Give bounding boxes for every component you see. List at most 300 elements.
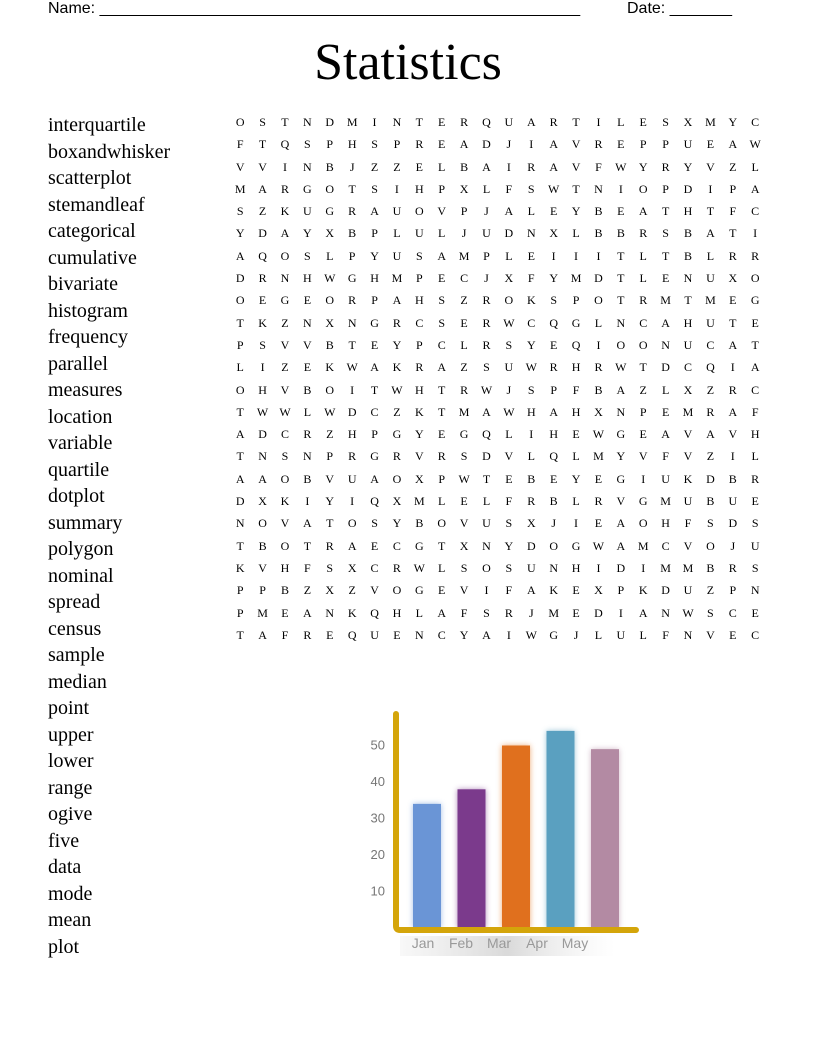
grid-letter: C (370, 560, 379, 575)
grid-letter: B (258, 538, 267, 553)
grid-letter: B (616, 226, 625, 241)
grid-letter: X (728, 271, 738, 286)
grid-letter: V (616, 494, 626, 509)
grid-letter: V (683, 427, 693, 442)
grid-letter: Z (706, 583, 715, 598)
grid-letter: F (572, 382, 580, 397)
grid-letter: X (392, 494, 402, 509)
grid-letter: R (549, 360, 558, 375)
grid-letter: N (258, 449, 267, 464)
word-list-item: frequency (48, 326, 128, 348)
grid-letter: H (750, 427, 760, 442)
grid-letter: V (258, 159, 267, 174)
grid-letter: H (683, 315, 693, 330)
grid-letter: T (729, 315, 737, 330)
grid-letter: M (682, 404, 694, 419)
grid-letter: T (348, 337, 356, 352)
grid-letter: N (750, 583, 760, 598)
grid-letter: T (617, 293, 625, 308)
grid-letter: Y (392, 337, 402, 352)
grid-letter: O (549, 538, 558, 553)
grid-letter: H (661, 516, 670, 531)
grid-letter: P (550, 382, 557, 397)
grid-letter: F (662, 627, 669, 642)
grid-letter: P (662, 137, 669, 152)
grid-letter: R (258, 271, 267, 286)
grid-letter: D (526, 538, 536, 553)
grid-letter: S (707, 605, 714, 620)
grid-letter: F (304, 560, 311, 575)
grid-letter: O (280, 471, 290, 486)
grid-letter: I (506, 627, 511, 642)
grid-letter: N (683, 271, 693, 286)
grid-letter: X (325, 583, 335, 598)
word-list-item: ogive (48, 803, 93, 825)
grid-letter: W (615, 159, 627, 174)
grid-letter: L (527, 449, 535, 464)
grid-letter: B (684, 248, 693, 263)
grid-letter: Z (729, 159, 737, 174)
grid-letter: I (641, 560, 646, 575)
grid-letter: H (414, 293, 424, 308)
grid-letter: X (504, 271, 514, 286)
grid-letter: Z (460, 293, 468, 308)
grid-letter: P (438, 181, 446, 196)
grid-letter: E (258, 293, 267, 308)
grid-letter: K (392, 360, 402, 375)
grid-letter: R (594, 360, 603, 375)
grid-letter: T (236, 627, 244, 642)
grid-letter: S (751, 560, 759, 575)
grid-letter: L (594, 315, 603, 330)
word-list-item: nominal (48, 564, 114, 587)
page-title: Statistics (314, 34, 502, 91)
grid-letter: W (324, 271, 336, 286)
grid-letter: C (728, 605, 737, 620)
grid-letter: U (482, 516, 491, 531)
grid-letter: O (235, 382, 245, 397)
grid-letter: D (258, 427, 267, 442)
grid-letter: B (280, 583, 289, 598)
grid-letter: J (484, 271, 489, 286)
grid-letter: O (325, 293, 335, 308)
grid-letter: B (325, 159, 334, 174)
grid-letter: L (639, 627, 647, 642)
grid-letter: Y (414, 427, 424, 442)
grid-letter: T (661, 248, 670, 263)
name-field[interactable]: Name: ______________________________________________________ (48, 0, 581, 17)
grid-letter: Q (280, 137, 290, 152)
grid-letter: L (505, 427, 513, 442)
grid-letter: E (751, 605, 759, 620)
grid-letter: T (438, 382, 446, 397)
y-tick-label: 20 (370, 847, 385, 862)
grid-letter: O (325, 181, 335, 196)
grid-letter: B (527, 471, 536, 486)
grid-letter: N (280, 271, 290, 286)
grid-letter: Q (549, 315, 558, 330)
grid-letter: F (460, 605, 468, 620)
grid-letter: C (751, 115, 760, 129)
word-list-item: categorical (48, 220, 136, 242)
grid-letter: Q (571, 337, 581, 352)
grid-letter: B (706, 494, 715, 509)
grid-letter: U (706, 315, 715, 330)
grid-letter: G (347, 271, 357, 286)
grid-letter: L (572, 494, 580, 509)
grid-letter: M (458, 248, 470, 263)
grid-letter: O (638, 181, 648, 196)
grid-letter: U (728, 494, 738, 509)
grid-letter: H (347, 427, 357, 442)
grid-letter: R (594, 137, 603, 152)
grid-letter: L (393, 226, 401, 241)
grid-letter: F (729, 204, 737, 219)
grid-letter: K (549, 583, 558, 598)
grid-letter: M (234, 181, 246, 196)
grid-letter: B (706, 560, 715, 575)
grid-letter: P (639, 137, 647, 152)
grid-letter: I (596, 248, 601, 263)
grid-letter: S (438, 315, 446, 330)
grid-letter: I (596, 337, 601, 352)
grid-letter: O (706, 538, 715, 553)
grid-letter: A (370, 471, 379, 486)
grid-letter: E (751, 494, 759, 509)
word-list-item: lower (48, 750, 94, 772)
grid-letter: M (593, 449, 604, 464)
grid-letter: A (347, 538, 357, 553)
grid-letter: F (236, 137, 244, 152)
grid-letter: G (414, 583, 424, 598)
grid-letter: E (505, 471, 513, 486)
grid-letter: H (526, 404, 536, 419)
grid-letter: B (594, 382, 603, 397)
grid-letter: T (281, 115, 289, 129)
grid-letter: A (235, 248, 245, 263)
grid-letter: E (415, 159, 423, 174)
grid-letter: L (438, 159, 446, 174)
grid-letter: I (596, 560, 601, 575)
grid-letter: L (751, 159, 759, 174)
grid-letter: T (236, 404, 244, 419)
grid-letter: M (660, 494, 671, 509)
grid-letter: N (303, 449, 312, 464)
word-list-item: quartile (48, 458, 110, 481)
grid-letter: S (415, 248, 423, 263)
grid-letter: T (326, 516, 334, 531)
grid-letter: C (751, 204, 760, 219)
grid-letter: Z (460, 360, 468, 375)
grid-letter: U (616, 627, 626, 642)
grid-letter: G (750, 293, 760, 308)
grid-letter: V (235, 159, 245, 174)
grid-letter: L (236, 360, 244, 375)
grid-letter: P (729, 583, 737, 598)
bar-mar (502, 746, 530, 929)
grid-letter: P (236, 605, 244, 620)
grid-letter: B (303, 471, 312, 486)
grid-letter: G (370, 315, 379, 330)
grid-letter: C (392, 538, 401, 553)
grid-letter: V (706, 627, 715, 642)
grid-letter: J (528, 605, 534, 620)
grid-letter: A (258, 627, 267, 642)
grid-letter: L (572, 449, 580, 464)
grid-letter: I (551, 248, 556, 263)
grid-letter: W (592, 427, 605, 442)
grid-letter: V (459, 516, 469, 531)
grid-letter: N (347, 315, 357, 330)
grid-letter: Z (370, 159, 379, 174)
grid-letter: X (594, 404, 603, 419)
x-tick-label: Mar (486, 935, 512, 951)
grid-letter: C (415, 315, 424, 330)
grid-letter: S (326, 560, 334, 575)
grid-letter: Z (639, 382, 647, 397)
grid-letter: R (325, 538, 334, 553)
grid-letter: A (258, 181, 267, 196)
grid-letter: Y (459, 627, 469, 642)
grid-letter: L (661, 382, 670, 397)
word-list-item: variable (48, 432, 113, 454)
grid-letter: K (526, 293, 536, 308)
grid-letter: T (661, 204, 670, 219)
grid-letter: F (684, 516, 692, 531)
grid-letter: G (459, 427, 469, 442)
grid-letter: P (460, 204, 468, 219)
grid-letter: A (303, 516, 312, 531)
grid-letter: Z (303, 583, 312, 598)
grid-letter: N (303, 315, 312, 330)
grid-letter: U (526, 560, 536, 575)
x-tick-label: Apr (526, 935, 548, 951)
grid-letter: K (280, 204, 290, 219)
grid-letter: D (482, 137, 491, 152)
grid-letter: A (370, 204, 379, 219)
grid-letter: U (303, 204, 312, 219)
grid-letter: A (616, 516, 626, 531)
grid-letter: R (594, 494, 603, 509)
y-tick-label: 10 (370, 883, 385, 899)
grid-letter: E (661, 271, 670, 286)
grid-letter: A (750, 181, 760, 196)
grid-letter: I (350, 382, 355, 397)
grid-letter: P (371, 427, 378, 442)
grid-letter: E (706, 137, 715, 152)
grid-letter: R (392, 315, 401, 330)
grid-letter: M (705, 293, 716, 308)
grid-letter: L (594, 627, 603, 642)
grid-letter: N (661, 337, 670, 352)
grid-letter: O (235, 115, 245, 129)
grid-letter: O (594, 293, 603, 308)
grid-letter: T (370, 382, 379, 397)
grid-letter: I (484, 583, 489, 598)
grid-letter: A (437, 605, 447, 620)
grid-letter: E (549, 337, 558, 352)
grid-letter: W (525, 627, 537, 642)
grid-letter: A (638, 605, 648, 620)
grid-letter: J (551, 516, 556, 531)
grid-letter: L (303, 404, 312, 419)
grid-letter: O (750, 271, 760, 286)
grid-letter: E (549, 471, 558, 486)
grid-letter: U (750, 538, 760, 553)
grid-letter: R (639, 226, 648, 241)
grid-letter: S (527, 181, 535, 196)
grid-letter: C (751, 382, 760, 397)
grid-letter: Y (504, 538, 514, 553)
grid-letter: P (326, 137, 334, 152)
grid-letter: L (438, 226, 446, 241)
grid-letter: L (415, 605, 423, 620)
grid-letter: T (639, 360, 647, 375)
grid-letter: V (280, 516, 290, 531)
grid-letter: X (414, 471, 424, 486)
grid-letter: E (729, 293, 737, 308)
grid-letter: S (505, 337, 513, 352)
grid-letter: Z (281, 360, 289, 375)
grid-letter: D (706, 471, 715, 486)
grid-letter: A (526, 115, 536, 129)
grid-letter: O (638, 337, 648, 352)
grid-letter: D (235, 271, 245, 286)
grid-letter: W (346, 360, 358, 375)
grid-letter: J (484, 204, 489, 219)
grid-letter: P (572, 293, 580, 308)
bar-jan (413, 804, 441, 928)
grid-letter: X (459, 538, 469, 553)
grid-letter: A (549, 137, 558, 152)
grid-letter: S (438, 293, 446, 308)
grid-letter: A (616, 538, 626, 553)
grid-letter: D (594, 605, 603, 620)
word-list-item: boxandwhisker (48, 140, 171, 163)
grid-letter: N (594, 181, 603, 196)
grid-letter: Z (393, 404, 401, 419)
grid-letter: A (616, 382, 626, 397)
grid-letter: Y (638, 159, 648, 174)
grid-letter: C (437, 627, 446, 642)
grid-letter: E (438, 583, 446, 598)
word-list-item: census (48, 617, 102, 640)
grid-letter: A (437, 248, 447, 263)
grid-letter: A (638, 204, 648, 219)
grid-letter: L (326, 248, 334, 263)
grid-letter: T (438, 404, 446, 419)
grid-letter: U (683, 137, 693, 152)
grid-letter: E (594, 516, 603, 531)
grid-letter: M (682, 560, 694, 575)
grid-letter: P (348, 248, 356, 263)
word-list-item: data (48, 856, 82, 878)
grid-letter: E (370, 337, 379, 352)
grid-letter: U (482, 226, 491, 241)
grid-letter: P (415, 271, 423, 286)
grid-letter: W (548, 181, 560, 196)
grid-letter: E (303, 293, 312, 308)
grid-letter: C (527, 315, 536, 330)
grid-letter: T (438, 538, 446, 553)
grid-letter: H (370, 271, 379, 286)
grid-letter: D (683, 181, 693, 196)
grid-letter: A (482, 404, 491, 419)
grid-letter: P (393, 137, 401, 152)
grid-letter: P (617, 583, 625, 598)
grid-letter: E (639, 427, 647, 442)
grid-letter: H (392, 605, 402, 620)
word-list-item: point (48, 697, 90, 719)
grid-letter: D (594, 271, 603, 286)
grid-letter: P (236, 583, 244, 598)
grid-letter: Q (549, 449, 558, 464)
grid-letter: L (617, 115, 625, 129)
grid-letter: A (392, 293, 402, 308)
grid-letter: M (391, 271, 403, 286)
grid-letter: J (730, 538, 736, 553)
grid-letter: W (615, 360, 627, 375)
grid-letter: U (683, 583, 693, 598)
grid-letter: A (661, 315, 670, 330)
grid-letter: Q (347, 627, 357, 642)
word-list-item: range (48, 776, 93, 799)
grid-letter: J (349, 159, 355, 174)
grid-letter: A (258, 471, 267, 486)
grid-letter: A (504, 204, 514, 219)
grid-letter: I (641, 471, 646, 486)
grid-letter: C (661, 538, 670, 553)
grid-letter: W (480, 382, 493, 397)
grid-letter: R (549, 115, 558, 129)
y-axis-ticks (371, 738, 385, 899)
grid-letter: Y (571, 204, 581, 219)
grid-letter: P (729, 181, 737, 196)
grid-letter: C (460, 271, 469, 286)
grid-letter: D (661, 360, 670, 375)
grid-letter: I (282, 159, 287, 174)
y-tick-label: 30 (370, 810, 385, 826)
grid-letter: L (460, 337, 468, 352)
grid-letter: S (259, 337, 266, 352)
grid-letter: W (503, 315, 515, 330)
grid-letter: Z (706, 449, 715, 464)
grid-letter: D (504, 226, 514, 241)
grid-letter: G (616, 427, 626, 442)
grid-letter: Y (683, 159, 693, 174)
grid-letter: I (574, 516, 579, 531)
grid-letter: W (458, 471, 470, 486)
grid-letter: A (482, 159, 491, 174)
grid-letter: K (325, 360, 335, 375)
grid-letter: N (683, 627, 693, 642)
grid-letter: H (683, 204, 693, 219)
grid-letter: V (303, 337, 312, 352)
grid-letter: E (460, 494, 468, 509)
grid-letter: J (506, 382, 512, 397)
grid-letter: H (258, 382, 267, 397)
date-field[interactable]: Date: _______ (627, 0, 732, 17)
grid-letter: B (325, 337, 334, 352)
grid-letter: W (413, 560, 425, 575)
grid-letter: Y (571, 471, 581, 486)
grid-letter: H (414, 382, 424, 397)
grid-letter: M (548, 605, 559, 620)
grid-letter: N (392, 115, 402, 129)
grid-letter: V (571, 159, 581, 174)
grid-letter: G (370, 449, 379, 464)
grid-letter: S (505, 560, 513, 575)
